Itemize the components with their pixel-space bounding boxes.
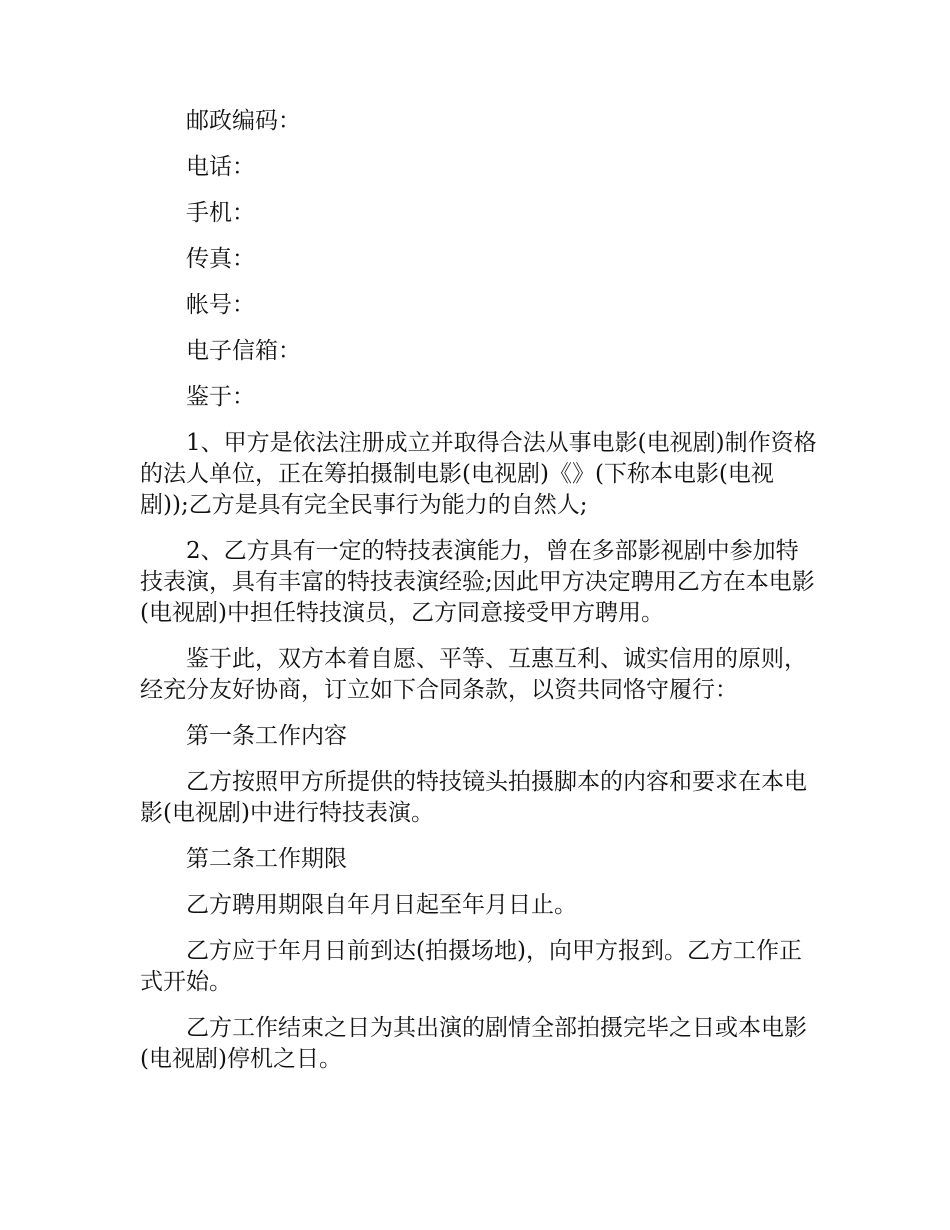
recital-2: 2、乙方具有一定的特技表演能力，曾在多部影视剧中参加特技表演，具有丰富的特技表演经验;因此甲方决定聘用乙方在本电影(电视剧)中担任特技演员，乙方同意接受甲方聘用。: [140, 538, 815, 626]
contact-field-email: 电子信箱：: [186, 338, 301, 364]
article-2-heading: 第二条工作期限: [186, 846, 347, 872]
preamble-heading: 鉴于：: [186, 384, 255, 410]
article-1-heading: 第一条工作内容: [186, 723, 347, 749]
contact-field-mobile: 手机：: [186, 200, 255, 226]
document-body: [140, 106, 820, 1090]
article-2-paragraph-1: 乙方聘用期限自年月日起至年月日止。: [186, 892, 577, 918]
article-2-paragraph-2: 乙方应于年月日前到达(拍摄场地)，向甲方报到。乙方工作正式开始。: [140, 938, 802, 995]
contact-field-phone: 电话：: [186, 154, 255, 180]
article-1-body: 乙方按照甲方所提供的特技镜头拍摄脚本的内容和要求在本电影(电视剧)中进行特技表演。: [140, 769, 807, 826]
article-2-paragraph-3: 乙方工作结束之日为其出演的剧情全部拍摄完毕之日或本电影(电视剧)停机之日。: [140, 1015, 807, 1072]
contact-field-postcode: 邮政编码：: [186, 108, 301, 134]
contact-field-fax: 传真：: [186, 246, 255, 272]
recital-conclusion: 鉴于此，双方本着自愿、平等、互惠互利、诚实信用的原则，经充分友好协商，订立如下合同条款，以资共同恪守履行：: [140, 646, 807, 703]
recital-1: 1、甲方是依法注册成立并取得合法从事电影(电视剧)制作资格的法人单位，正在筹拍摄制电影(电视剧)《》(下称本电影(电视剧));乙方是具有完全民事行为能力的自然人;: [140, 430, 817, 518]
contact-field-account: 帐号：: [186, 292, 255, 318]
